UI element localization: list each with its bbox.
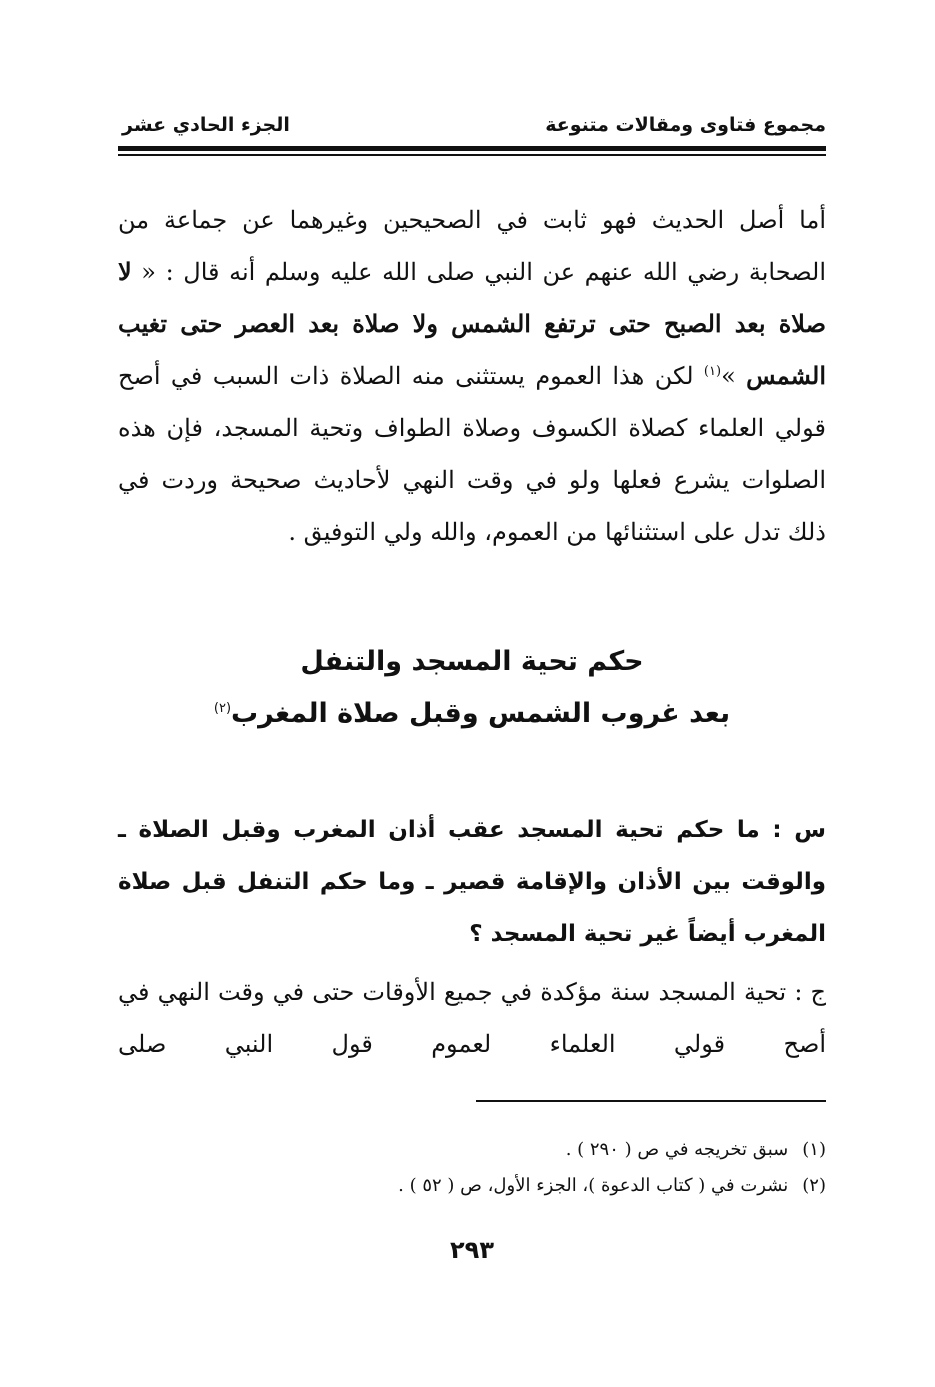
header-rule-thick xyxy=(118,146,826,151)
footnote-2-text: نشرت في ( كتاب الدعوة )، الجزء الأول، ص ( ٥٢ ) . xyxy=(398,1175,789,1196)
section-heading-line2: بعد غروب الشمس وقبل صلاة المغرب xyxy=(231,698,731,729)
footnote-2 xyxy=(118,1168,826,1204)
footnote-2-number: (٢) xyxy=(802,1175,826,1196)
book-title: مجموع فتاوى ومقالات متنوعة xyxy=(545,114,826,136)
volume-label: الجزء الحادي عشر xyxy=(122,114,290,136)
footnote-1-text: سبق تخريجه في ص ( ٢٩٠ ) . xyxy=(565,1139,789,1160)
footnote-1-number: (١) xyxy=(802,1139,826,1160)
book-page xyxy=(118,108,826,1308)
paragraph-intro: أما أصل الحديث فهو ثابت في الصحيحين وغيرهما عن جماعة من الصحابة رضي الله عنهم عن النبي صلى الله عليه وسلم أنه قال : « xyxy=(118,206,826,286)
footnote-separator xyxy=(476,1100,826,1102)
header-rule-thin xyxy=(118,154,826,156)
question-text: س : ما حكم تحية المسجد عقب أذان المغرب وقبل الصلاة ـ والوقت بين الأذان والإقامة قصير ـ وما حكم التنفل قبل صلاة المغرب أيضاً غير تحية المسجد ؟ xyxy=(118,817,826,947)
section-heading-line2-wrap xyxy=(118,688,826,740)
page-number: ٢٩٣ xyxy=(450,1236,494,1264)
footnote-ref-1[interactable]: (١) xyxy=(703,364,722,379)
paragraph-continuation: لكن هذا العموم يستثنى منه الصلاة ذات السبب في أصح قولي العلماء كصلاة الكسوف وصلاة الطواف وتحية المسجد، فإن هذه الصلوات يشرع فعلها ولو في وقت النهي لأحاديث صحيحة وردت في ذلك تدل على استثنائها من العموم، والله ولي التوفيق . xyxy=(118,362,826,546)
footnote-1 xyxy=(118,1132,826,1168)
hadith-text: لا صلاة بعد الصبح حتى ترتفع الشمس ولا صلاة بعد العصر حتى تغيب الشمس xyxy=(118,257,827,390)
body-paragraph xyxy=(118,194,826,558)
running-header xyxy=(118,108,826,142)
section-heading-line1: حكم تحية المسجد والتنفل xyxy=(300,646,644,677)
footnotes xyxy=(118,1132,826,1204)
footnote-ref-2[interactable]: (٢) xyxy=(213,701,232,716)
hadith-close-quote: » xyxy=(721,362,747,390)
section-heading xyxy=(118,636,826,740)
answer-text: ج : تحية المسجد سنة مؤكدة في جميع الأوقات حتى في وقت النهي في أصح قولي العلماء لعموم قول النبي صلى xyxy=(118,978,826,1058)
